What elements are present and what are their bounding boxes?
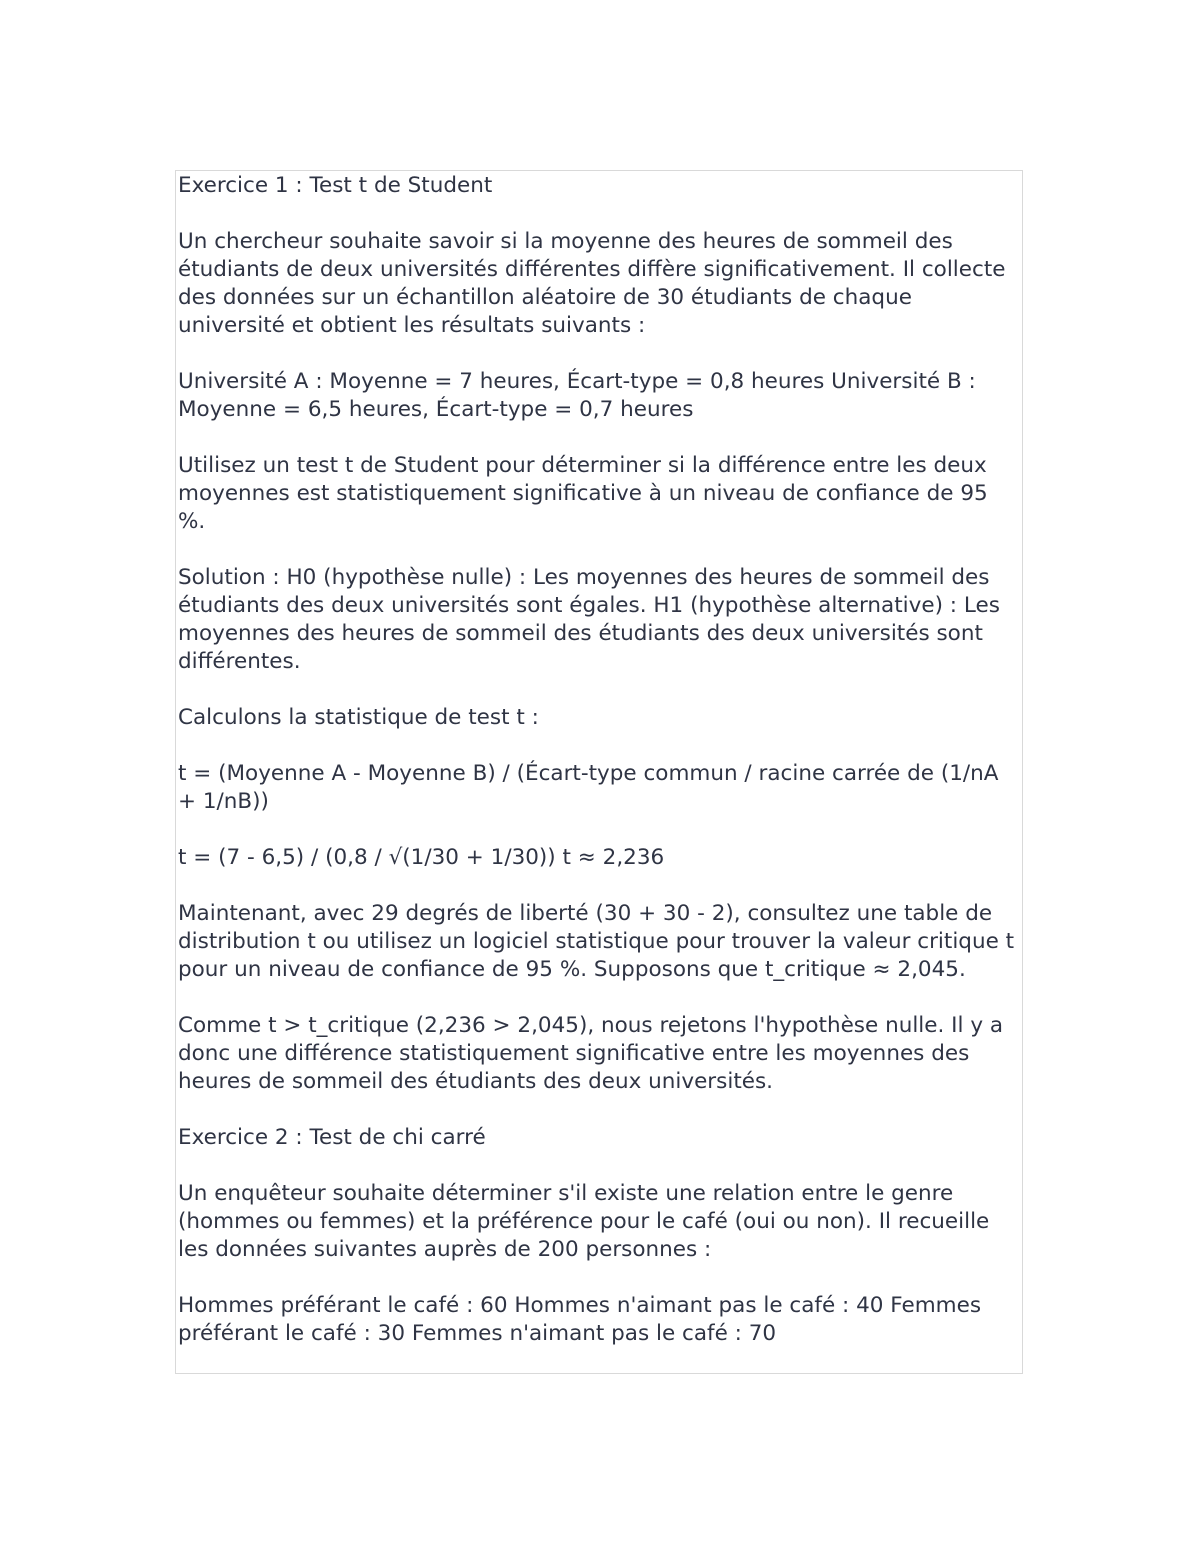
paragraph-gap: [178, 536, 1020, 564]
document-page: [175, 170, 1023, 1374]
exercise-2-statement: Un enquêteur souhaite déterminer s'il existe une relation entre le genre (hommes ou femmes) et la préférence pour le café (oui ou non). Il recueille les données suivantes auprès de 200 personnes :: [178, 1181, 990, 1262]
paragraph-gap: [178, 676, 1020, 704]
paragraph-gap: [178, 984, 1020, 1012]
paragraph-gap: [178, 1096, 1020, 1124]
paragraph-gap: [178, 424, 1020, 452]
exercise-1-data: Université A : Moyenne = 7 heures, Écart-type = 0,8 heures Université B : Moyenne = 6,5 heures, Écart-type = 0,7 heures: [178, 369, 976, 422]
paragraph-gap: [178, 872, 1020, 900]
paragraph-gap: [178, 340, 1020, 368]
paragraph-gap: [178, 732, 1020, 760]
exercise-1-critical-value: Maintenant, avec 29 degrés de liberté (30 + 30 - 2), consultez une table de distribution t ou utilisez un logiciel statistique pour trouver la valeur critique t pour un niveau de confiance de 95 %. Supposons que t_critique ≈ 2,045.: [178, 901, 1015, 982]
exercise-1-title: Exercice 1 : Test t de Student: [178, 173, 493, 198]
exercise-2-data: Hommes préférant le café : 60 Hommes n'aimant pas le café : 40 Femmes préférant le café : 30 Femmes n'aimant pas le café : 70: [178, 1293, 982, 1346]
exercise-1-conclusion: Comme t > t_critique (2,236 > 2,045), nous rejetons l'hypothèse nulle. Il y a donc une différence statistiquement significative entre les moyennes des heures de sommeil des étudiants des deux universités.: [178, 1013, 1004, 1094]
exercise-1-computation: t = (7 - 6,5) / (0,8 / √(1/30 + 1/30)) t ≈ 2,236: [178, 845, 665, 870]
exercise-1-question: Utilisez un test t de Student pour déterminer si la différence entre les deux moyennes est statistiquement significative à un niveau de confiance de 95 %.: [178, 453, 988, 534]
exercise-1-hypotheses: Solution : H0 (hypothèse nulle) : Les moyennes des heures de sommeil des étudiants des deux universités sont égales. H1 (hypothèse alternative) : Les moyennes des heures de sommeil des étudiants des deux universités sont différentes.: [178, 565, 1000, 674]
document-content: [178, 172, 1020, 1348]
exercise-1-statement: Un chercheur souhaite savoir si la moyenne des heures de sommeil des étudiants de deux universités différentes diffère significativement. Il collecte des données sur un échantillon aléatoire de 30 étudiants de chaque université et obtient les résultats suivants :: [178, 229, 1006, 338]
exercise-2-title: Exercice 2 : Test de chi carré: [178, 1125, 486, 1150]
paragraph-gap: [178, 200, 1020, 228]
paragraph-gap: [178, 1152, 1020, 1180]
exercise-1-calc-intro: Calculons la statistique de test t :: [178, 705, 539, 730]
exercise-1-formula: t = (Moyenne A - Moyenne B) / (Écart-type commun / racine carrée de (1/nA + 1/nB)): [178, 761, 999, 814]
paragraph-gap: [178, 1264, 1020, 1292]
paragraph-gap: [178, 816, 1020, 844]
